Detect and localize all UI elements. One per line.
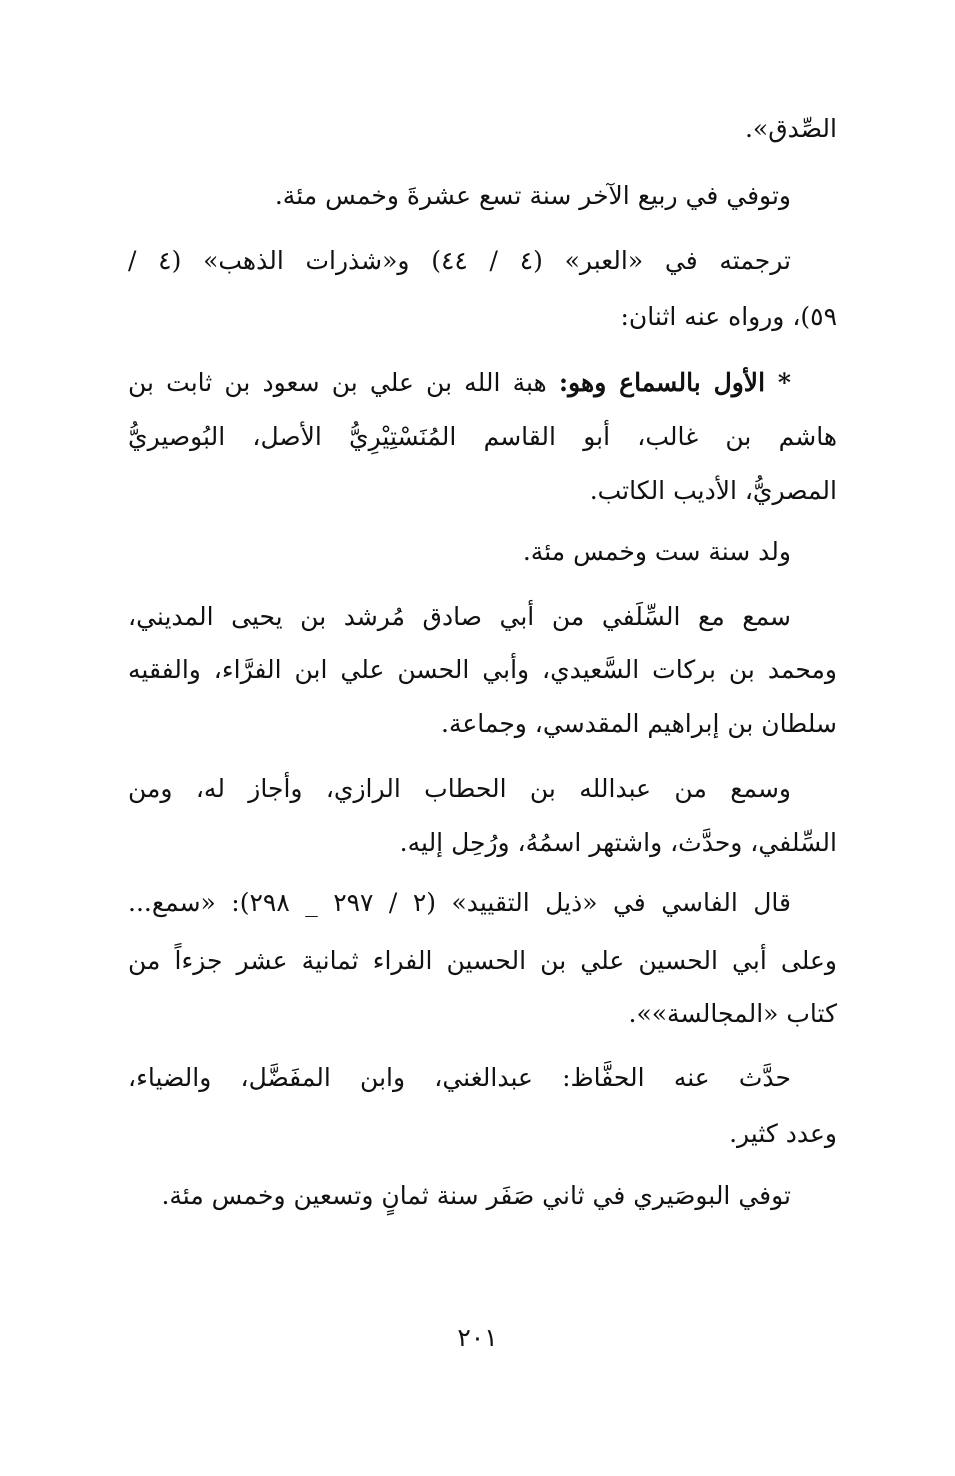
text-line: ولد سنة ست وخمس مئة. <box>522 537 791 566</box>
text-line: ترجمته في «العبر» (٤ / ٤٤) و«شذرات الذهب» (٤ / <box>128 246 791 275</box>
text-line: ٥٩)، ورواه عنه اثنان: <box>620 302 837 331</box>
text-line: توفي البوصَيري في ثاني صَفَر سنة ثمانٍ وتسعين وخمس مئة. <box>161 1181 791 1210</box>
page-number: ٢٠١ <box>457 1323 498 1352</box>
text-line <box>128 366 791 400</box>
text-line: السِّلفي، وحدَّث، واشتهر اسمُهُ، ورُحِل إليه. <box>399 828 837 857</box>
text-line: سلطان بن إبراهيم المقدسي، وجماعة. <box>441 709 837 738</box>
text-line: وسمع من عبدالله بن الحطاب الرازي، وأجاز له، ومن <box>128 774 791 803</box>
text-span: هبة الله بن علي بن سعود بن ثابت بن <box>128 368 547 397</box>
text-line: وتوفي في ربيع الآخر سنة تسع عشرةَ وخمس مئة. <box>274 181 791 210</box>
text-line: سمع مع السِّلَفي من أبي صادق مُرشد بن يحيى المديني، <box>128 602 791 631</box>
text-line: حدَّث عنه الحفَّاظ: عبدالغني، وابن المفَضَّل، والضياء، <box>128 1063 791 1092</box>
bold-heading: * الأول بالسماع وهو: <box>558 368 791 397</box>
text-line: وعلى أبي الحسين علي بن الحسين الفراء ثمانية عشر جزءاً من <box>128 946 837 975</box>
text-line: الصِّدق». <box>744 114 837 143</box>
text-line: ومحمد بن بركات السَّعيدي، وأبي الحسن علي ابن الفرَّاء، والفقيه <box>128 655 837 684</box>
text-line: المصريُّ، الأديب الكاتب. <box>589 476 837 505</box>
text-line: وعدد كثير. <box>729 1119 837 1148</box>
text-line: كتاب «المجالسة»». <box>628 999 837 1028</box>
text-line: قال الفاسي في «ذيل التقييد» (٢ / ٢٩٧ _ ٢٩٨): «سمع... <box>128 888 791 917</box>
text-line: هاشم بن غالب، أبو القاسم المُنَسْتِيْرِيُّ الأصل، البُوصيريُّ <box>128 422 837 451</box>
